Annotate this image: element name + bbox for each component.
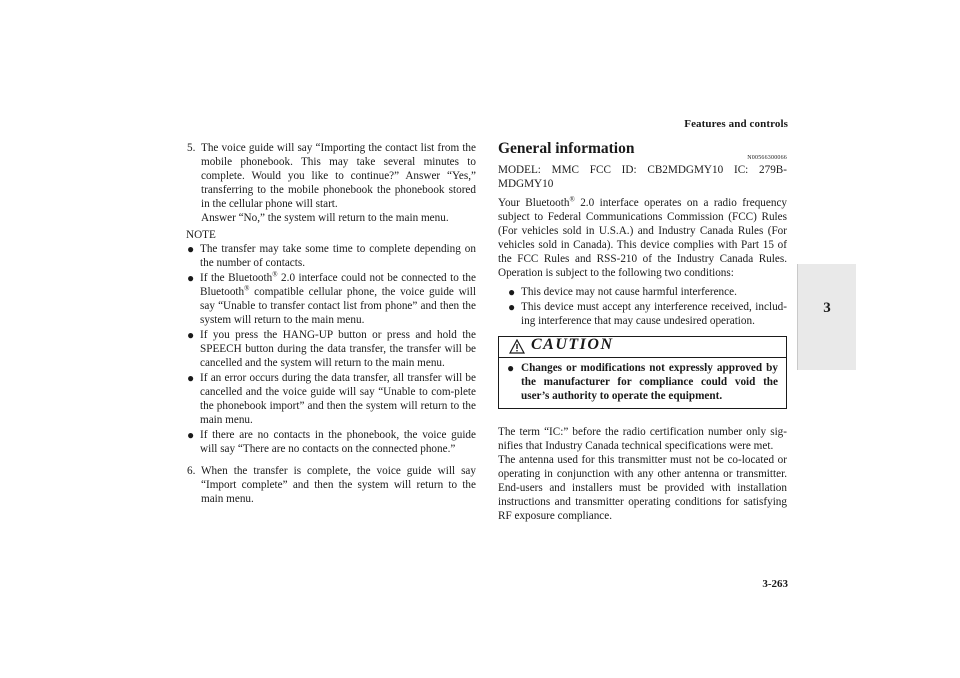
bullet-icon: ● — [508, 300, 516, 314]
paragraph-text: 2.0 interface operates on a radio frequency subject to Federal Communications Commission (FCC) Rules (For vehicles sold in U.S.A.) and Industry Canada Rules (For vehicles sold in Canada). This device complies with Part 15 of the FCC Rules and RSS-210 of the Industry Canada Rules. Operation is subject to the following two conditions: — [498, 197, 788, 279]
warning-triangle-icon — [509, 339, 525, 354]
registered-mark: ® — [569, 195, 575, 204]
ic-paragraph: The term “IC:” before the radio certification number only sig-nifies that Industry Canada technical specifications were met. — [498, 426, 787, 452]
note-item — [187, 242, 476, 270]
section-heading: General information — [498, 140, 635, 157]
note-item — [187, 271, 476, 327]
note-text: If you press the HANG-UP button or press and hold the SPEECH button during the data transfer, the transfer will be cancelled and the system will return to the main menu. — [200, 329, 476, 369]
note-list — [187, 242, 476, 456]
conditions-list — [498, 285, 787, 328]
bullet-icon: ● — [187, 371, 195, 385]
chapter-tab — [797, 264, 856, 370]
note-text: If there are no contacts in the phonebook, the voice guide will say “There are no contacts on the connected phone.” — [200, 429, 476, 455]
note-text: If an error occurs during the data transfer, all transfer will be cancelled and the voice guide will say “Unable to com-plete the phonebook import” and then the system will return to the main menu. — [200, 372, 476, 426]
registered-mark: ® — [244, 284, 250, 293]
bullet-icon: ● — [187, 271, 195, 285]
caution-body — [499, 358, 786, 408]
page-number: 3-263 — [762, 578, 788, 590]
note-label: NOTE — [186, 229, 216, 241]
bullet-icon: ● — [187, 428, 195, 442]
note-text: If the Bluetooth — [200, 272, 273, 284]
step-number: 6. — [187, 465, 196, 477]
right-column — [498, 141, 787, 528]
caution-title: CAUTION — [531, 336, 614, 353]
caution-header — [499, 337, 786, 358]
step-6 — [187, 464, 476, 506]
reference-code: N00566300066 — [747, 155, 787, 161]
note-text: compatible cellular phone, the voice guide will say “Unable to transfer contact list from phone” and then the system will return to the main menu. — [200, 286, 476, 326]
condition-item — [508, 285, 787, 299]
condition-item — [508, 300, 787, 328]
step-text: When the transfer is complete, the voice guide will say “Import complete” and then the system will return to the main menu. — [201, 465, 476, 505]
caution-item — [507, 361, 778, 403]
antenna-paragraph: The antenna used for this transmitter must not be co-located or operating in conjunction with any other antenna or transmitter. End-users and installers must be provided with installation instructions and transmitter operating conditions for satisfying RF exposure compliance. — [498, 454, 787, 522]
step-text-2: Answer “No,” the system will return to the main menu. — [201, 212, 449, 224]
bullet-icon: ● — [187, 328, 195, 342]
section-title-header: Features and controls — [684, 118, 788, 130]
step-5 — [187, 141, 476, 225]
note-item — [187, 371, 476, 427]
page-header — [684, 118, 788, 130]
bullet-icon: ● — [507, 361, 515, 375]
bullet-icon: ● — [508, 285, 516, 299]
caution-text: Changes or modifications not expressly approved by the manufacturer for compliance could void the user’s authority to operate the equipment. — [521, 362, 778, 402]
note-item — [187, 428, 476, 456]
left-column — [187, 141, 476, 506]
model-line: MODEL: MMC FCC ID: CB2MDGMY10 IC: 279B-MDGMY10 — [498, 164, 787, 190]
condition-text: This device must accept any interference received, includ-ing interference that may cause undesired operation. — [521, 301, 787, 327]
chapter-number: 3 — [823, 300, 831, 316]
registered-mark: ® — [272, 270, 278, 279]
note-item — [187, 328, 476, 370]
caution-list — [507, 361, 778, 403]
note-text: 2.0 interface could not be connected to the Bluetooth — [200, 272, 476, 298]
fcc-paragraph — [498, 196, 787, 280]
condition-text: This device may not cause harmful interference. — [521, 286, 737, 298]
bullet-icon: ● — [187, 242, 195, 256]
caution-box — [498, 336, 787, 409]
step-text: The voice guide will say “Importing the contact list from the mobile phonebook. This may take several minutes to complete. Would you like to continue?” Answer “Yes,” transferring to the mobile phonebook the phonebook stored in the cellular phone will start. — [201, 142, 476, 210]
note-text: The transfer may take some time to complete depending on the number of contacts. — [200, 243, 476, 269]
step-number: 5. — [187, 142, 196, 154]
paragraph-text: Your Bluetooth — [498, 197, 570, 209]
